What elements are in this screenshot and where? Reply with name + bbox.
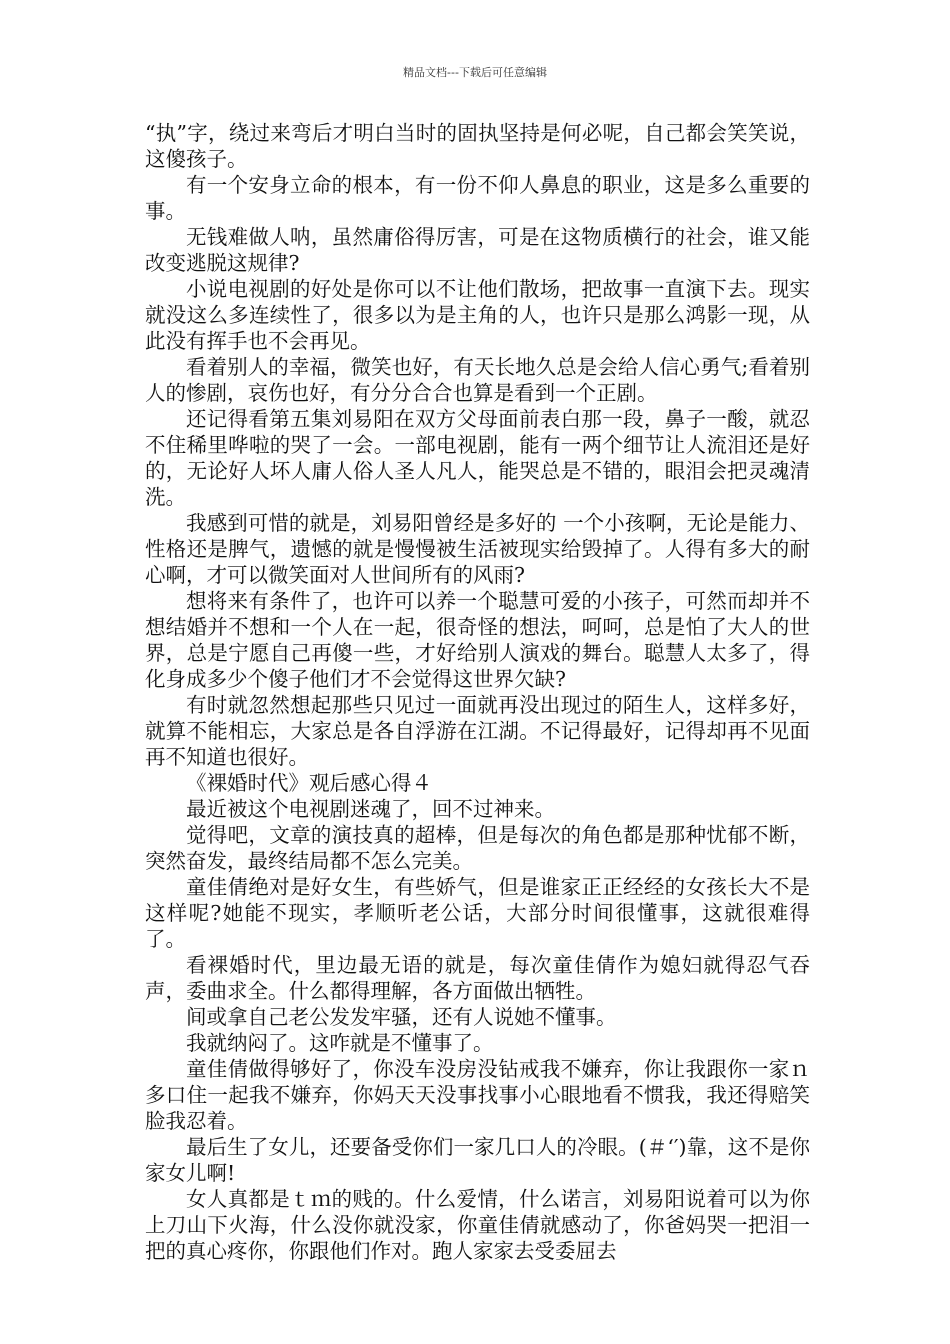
page-header: 精品文档---下载后可任意编辑 [403, 66, 547, 79]
section-heading: 《裸婚时代》观后感心得４ [186, 771, 432, 795]
paragraph: 我就纳闷了。这咋就是不懂事了。 [186, 1031, 494, 1055]
paragraph: 想将来有条件了，也许可以养一个聪慧可爱的小孩子，可然而却并不想结婚并不想和一个人在一起，很奇怪的想法，呵呵，总是怕了大人的世界，总是宁愿自己再傻一些，才好给别人演戏的舞台。聪慧人太多了，得化身成多少个傻子他们才不会觉得这世界欠缺? [145, 589, 810, 691]
paragraph: 有时就忽然想起那些只见过一面就再没出现过的陌生人，这样多好，就算不能相忘，大家总是各自浮游在江湖。不记得最好，记得却再不见面再不知道也很好。 [145, 693, 810, 769]
document-body [145, 120, 810, 1264]
paragraph: 最后生了女儿，还要备受你们一家几口人的冷眼。(＃‘′)靠，这不是你家女儿啊! [145, 1135, 810, 1185]
paragraph: 还记得看第五集刘易阳在双方父母面前表白那一段，鼻子一酸，就忍不住稀里哗啦的哭了一会。一部电视剧，能有一两个细节让人流泪还是好的，无论好人坏人庸人俗人圣人凡人，能哭总是不错的，眼泪会把灵魂清洗。 [145, 407, 810, 509]
paragraph: 我感到可惜的就是，刘易阳曾经是多好的 一个小孩啊，无论是能力、性格还是脾气，遗憾的就是慢慢被生活被现实给毁掉了。人得有多大的耐心啊，才可以微笑面对人世间所有的风雨? [145, 511, 810, 587]
paragraph: 最近被这个电视剧迷魂了，回不过神来。 [186, 797, 555, 821]
paragraph: 女人真都是ｔｍ的贱的。什么爱情，什么诺言，刘易阳说着可以为你上刀山下火海，什么没你就没家，你童佳倩就感动了，你爸妈哭一把泪一把的真心疼你，你跟他们作对。跑人家家去受委屈去 [145, 1187, 810, 1263]
paragraph: 觉得吧，文章的演技真的超棒，但是每次的角色都是那种忧郁不断，突然奋发，最终结局都不怎么完美。 [145, 823, 810, 873]
paragraph: “执”字，绕过来弯后才明白当时的固执坚持是何必呢，自己都会笑笑说，这傻孩子。 [145, 121, 810, 171]
paragraph: 无钱难做人呐，虽然庸俗得厉害，可是在这物质横行的社会，谁又能改变逃脱这规律? [145, 225, 810, 275]
paragraph: 小说电视剧的好处是你可以不让他们散场，把故事一直演下去。现实就没这么多连续性了，很多以为是主角的人，也许只是那么鸿影一现，从此没有挥手也不会再见。 [145, 277, 810, 353]
paragraph: 有一个安身立命的根本，有一份不仰人鼻息的职业，这是多么重要的事。 [145, 173, 810, 223]
paragraph: 看裸婚时代，里边最无语的就是，每次童佳倩作为媳妇就得忍气吞声，委曲求全。什么都得理解，各方面做出牺牲。 [145, 953, 810, 1003]
paragraph: 看着别人的幸福，微笑也好，有天长地久总是会给人信心勇气;看着别人的惨剧，哀伤也好，有分分合合也算是看到一个正剧。 [145, 355, 810, 405]
paragraph: 童佳倩绝对是好女生，有些娇气，但是谁家正正经经的女孩长大不是这样呢?她能不现实，孝顺听老公话，大部分时间很懂事，这就很难得了。 [145, 875, 810, 951]
paragraph: 间或拿自己老公发发牢骚，还有人说她不懂事。 [186, 1005, 617, 1029]
paragraph: 童佳倩做得够好了，你没车没房没钻戒我不嫌弃，你让我跟你一家ｎ多口住一起我不嫌弃，你妈天天没事找事小心眼地看不惯我，我还得赔笑脸我忍着。 [145, 1057, 810, 1133]
